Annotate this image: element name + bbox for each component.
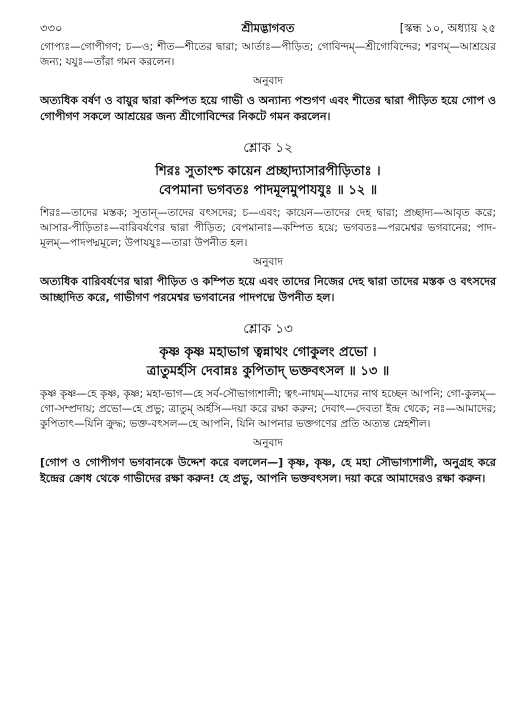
sloka-13-translation: [গোপ ও গোপীগণ ভগবানকে উদ্দেশ করে বললেন—] কৃষ্ণ, কৃষ্ণ, হে মহা সৌভাগ্যশালী, অনুগ্রহ করে ইন্দ্রের ক্রোধ থেকে গাভীদের রক্ষা করুন! হে প্রভু, আপনি ভক্তবৎসল। দয়া করে আমাদেরও রক্ষা করুন। (40, 456, 496, 485)
prev-translation: অত্যধিক বর্ষণ ও বায়ুর দ্বারা কম্পিত হয়ে গাভী ও অন্যান্য পশুগণ এবং শীতের দ্বারা পীড়িত হয়ে গোপ ও গোপীগণ সকলে আশ্রয়ের জন্য শ্রীগোবিন্দের নিকটে গমন করলেন। (40, 94, 496, 123)
sloka-12-verse-line-2: বেপমানা ভগবতঃ পাদমূলমুপাযযুঃ ॥ ১২ ॥ (158, 183, 378, 198)
sloka-12-verse-line-1: শিরঃ সুতাংশ্চ কায়েন প্রচ্ছাদ্যাসারপীড়িতাঃ । (155, 164, 381, 179)
sloka-12-translation: অত্যধিক বারিবর্ষণের দ্বারা পীড়িত ও কম্পিত হয়ে এবং তাদের নিজের দেহ দ্বারা তাদের মস্তক ও বৎসদের আচ্ছাদিত করে, গাভীগণ পরমেশ্বর ভগবানের পাদপদ্মে উপনীত হল। (40, 275, 496, 304)
sloka-13-anubad-heading: অনুবাদ (253, 437, 283, 449)
sloka-12-synonyms: শিরঃ—তাদের মস্তক; সুতান্—তাদের বৎসদের; চ—এবং; কায়েন—তাদের দেহ দ্বারা; প্রচ্ছাদ্য—আবৃত করে; আসার-পীড়িতাঃ—বারিবর্ষণের দ্বারা পীড়িত; বেপমানাঃ—কম্পিত হয়ে; ভগবতঃ—পরমেশ্বর ভগবানের; পাদ-মূলম্—পাদপদ্মমূলে; উপাযযুঃ—তারা উপনীত হল। (40, 207, 496, 249)
sloka-13-verse-line-1: কৃষ্ণ কৃষ্ণ মহাভাগ ত্বন্নাথং গোকুলং প্রভো । (159, 345, 377, 360)
page-header (40, 18, 496, 40)
anubad-heading: অনুবাদ (253, 75, 283, 87)
prev-synonyms: গোপ্যঃ—গোপীগণ; চ—ও; শীত—শীতের দ্বারা; আর্তাঃ—পীড়িত; গোবিন্দম্—শ্রীগোবিন্দের; শরণম্—আশ্রয়ের জন্য; যযুঃ—তাঁরা গমন করলেন। (40, 41, 496, 68)
sloka-13-title: শ্লোক ১৩ (243, 321, 293, 337)
sloka-13-verse-line-2: ত্রাতুমর্হসি দেবান্নঃ কুপিতাদ্ ভক্তবৎসল ॥ ১৩ ॥ (146, 364, 390, 379)
page-number: ৩৩০ (40, 21, 63, 35)
book-title: শ্রীমদ্ভাগবত (241, 21, 295, 35)
sloka-13-synonyms: কৃষ্ণ কৃষ্ণ—হে কৃষ্ণ, কৃষ্ণ; মহা-ভাগ—হে সর্ব-সৌভাগ্যশালী; ত্বৎ-নাথম্—যাদের নাথ হচ্ছেন আপনি; গো-কুলম্—গো-সম্প্রদায়; প্রভো—হে প্রভু; ত্রাতুম্ অর্হসি—দয়া করে রক্ষা করুন; দেবাৎ—দেবতা ইন্দ্র থেকে; নঃ—আমাদের; কুপিতাৎ—যিনি ক্রুদ্ধ; ভক্ত-বৎসল—হে আপনি, যিনি আপনার ভক্তগণের প্রতি অত্যন্ত স্নেহশীল। (40, 388, 496, 430)
page (40, 18, 496, 487)
section-label: [স্কন্ধ ১০, অধ্যায় ২৫ (399, 21, 496, 35)
sloka-12-anubad-heading: অনুবাদ (253, 256, 283, 268)
sloka-12-title: শ্লোক ১২ (243, 140, 293, 156)
